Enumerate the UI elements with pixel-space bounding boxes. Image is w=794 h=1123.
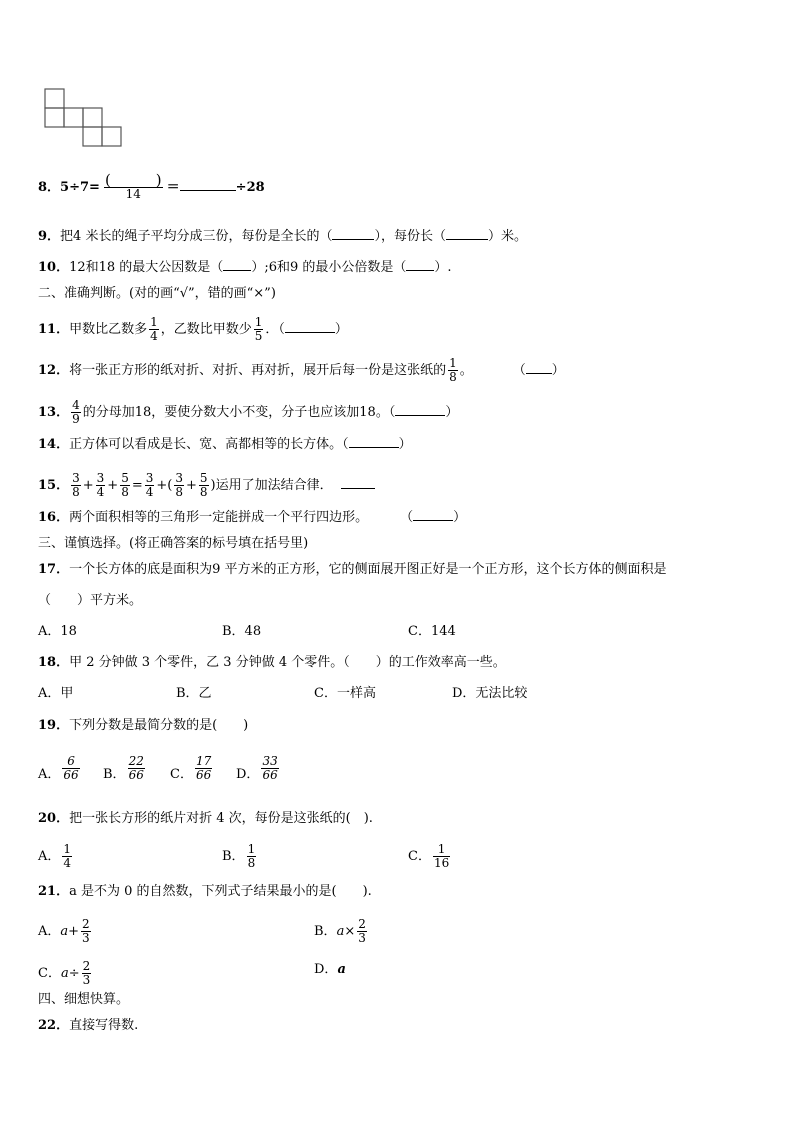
answer-blank[interactable] [285, 332, 335, 333]
fraction: $\frac{5}{8}$ [199, 471, 208, 499]
question-10: 10．12和18 的最大公因数是（ ）;6和9 的最小公倍数是（ ）. [38, 260, 452, 275]
question-15: 15． $\frac{3}{8}$ + $\frac{3}{4}$ + $\frac{5}{8}$ = $\frac{3}{4}$ +( $\frac{3}{8}$ + $\frac{5}{8}$ )运用了加法结合律． [38, 472, 375, 499]
question-number: 8． [38, 180, 61, 195]
option-a[interactable]: A．甲 [38, 686, 74, 701]
question-number: 12． [38, 363, 70, 378]
question-number: 16． [38, 510, 70, 525]
question-17-line-2: （ ）平方米。 [38, 593, 143, 608]
answer-blank[interactable] [413, 520, 453, 521]
question-number: 18． [38, 655, 70, 670]
section-3-title: 三、谨慎选择。(将正确答案的标号填在括号里) [38, 536, 309, 551]
answer-blank[interactable] [223, 270, 251, 271]
fraction: $\frac{6}{66}$ [63, 754, 79, 782]
option-b[interactable]: B． $\frac{1}{8}$ [222, 842, 256, 870]
option-b[interactable]: B．乙 [176, 686, 212, 701]
option-d[interactable]: D． $\frac{33}{66}$ [236, 754, 278, 782]
option-d[interactable]: D．无法比较 [452, 686, 528, 701]
question-20: 20．把一张长方形的纸片对折 4 次，每份是这张纸的( ). [38, 811, 373, 826]
answer-blank[interactable]: ( ) [104, 171, 162, 189]
question-number: 22． [38, 1018, 70, 1033]
option-b[interactable]: B．a× $\frac{2}{3}$ [314, 917, 366, 945]
question-16: 16．两个面积相等的三角形一定能拼成一个平行四边形。 （ ） [38, 510, 467, 525]
fraction: $\frac{1}{16}$ [433, 842, 450, 870]
question-number: 14． [38, 437, 70, 452]
fraction: $\frac{17}{66}$ [195, 754, 212, 782]
fraction: $\frac{2}{3}$ [82, 959, 91, 987]
question-11: 11．甲数比乙数多 $\frac{1}{4}$ ，乙数比甲数少 $\frac{1}{5}$ ．（ ） [38, 315, 348, 343]
fraction: $\frac{2}{3}$ [358, 917, 366, 945]
option-b[interactable]: B． $\frac{22}{66}$ [103, 754, 144, 782]
fraction: $\frac{4}{9}$ [72, 398, 80, 426]
question-number: 19． [38, 718, 70, 733]
fraction: $\frac{5}{8}$ [121, 471, 129, 499]
question-number: 13． [38, 405, 70, 420]
option-c[interactable]: C． $\frac{1}{16}$ [408, 842, 450, 870]
answer-blank[interactable] [180, 190, 236, 191]
fraction: $\frac{1}{5}$ [254, 315, 263, 343]
answer-blank[interactable] [332, 239, 374, 240]
question-13: 13． $\frac{4}{9}$ 的分母加18，要使分数大小不变，分子也应该加18。（ ） [38, 398, 459, 426]
option-a[interactable]: A．a+ $\frac{2}{3}$ [38, 917, 90, 945]
section-4-title: 四、细想快算。 [38, 992, 130, 1007]
fraction: $\frac{1}{4}$ [150, 315, 158, 343]
question-number: 17． [38, 562, 70, 577]
option-c[interactable]: C．144 [408, 624, 456, 639]
question-number: 11． [38, 322, 70, 337]
question-21: 21．a 是不为 0 的自然数，下列式子结果最小的是( ). [38, 884, 372, 899]
option-c[interactable]: C． $\frac{17}{66}$ [170, 754, 212, 782]
fraction: $\frac{2}{3}$ [82, 917, 90, 945]
fraction: $\frac{3}{8}$ [175, 471, 183, 499]
fraction: $\frac{1}{8}$ [247, 842, 256, 870]
option-b[interactable]: B．48 [222, 624, 262, 639]
question-number: 21． [38, 884, 70, 899]
fraction: $\frac{3}{4}$ [145, 471, 154, 499]
answer-blank[interactable] [341, 488, 375, 489]
question-number: 9． [38, 229, 61, 244]
answer-blank[interactable] [395, 415, 445, 416]
option-c[interactable]: C．a÷ $\frac{2}{3}$ [38, 959, 91, 987]
option-a[interactable]: A． $\frac{1}{4}$ [38, 842, 72, 870]
fraction: $\frac{22}{66}$ [128, 754, 144, 782]
answer-blank[interactable] [526, 373, 552, 374]
option-c[interactable]: C．一样高 [314, 686, 376, 701]
option-a[interactable]: A．18 [38, 624, 77, 639]
option-d[interactable]: D．a [314, 962, 346, 977]
question-19: 19．下列分数是最简分数的是( ) [38, 718, 249, 733]
answer-blank[interactable] [406, 270, 434, 271]
question-number: 15． [38, 478, 70, 493]
fraction: $\frac{33}{66}$ [262, 754, 278, 782]
fraction: $\frac{( )}{14}$ [104, 171, 162, 201]
question-18: 18．甲 2 分钟做 3 个零件，乙 3 分钟做 4 个零件。（ ）的工作效率高一些。 [38, 655, 506, 670]
option-a[interactable]: A． $\frac{6}{66}$ [38, 754, 79, 782]
question-8: 8．5÷7= $\frac{( )}{14}$ ＝ ÷28 [38, 171, 265, 201]
question-number: 10． [38, 260, 70, 275]
question-22: 22．直接写得数. [38, 1018, 139, 1033]
answer-blank[interactable] [446, 239, 488, 240]
section-2-title: 二、准确判断。(对的画“√”，错的画“×”) [38, 286, 276, 301]
question-9: 9．把4 米长的绳子平均分成三份，每份是全长的（ ），每份长（ ）米。 [38, 229, 527, 244]
question-17: 17．一个长方体的底是面积为9 平方米的正方形，它的侧面展开图正好是一个正方形，这个长方体的侧面积是 [38, 562, 667, 577]
cube-net-diagram [44, 88, 126, 148]
question-12: 12．将一张正方形的纸对折、对折、再对折，展开后每一份是这张纸的 $\frac{1}{8}$ 。 （ ） [38, 356, 565, 384]
question-number: 20． [38, 811, 70, 826]
fraction: $\frac{1}{8}$ [449, 356, 457, 384]
fraction: $\frac{3}{8}$ [72, 471, 80, 499]
answer-blank[interactable] [349, 447, 399, 448]
question-14: 14．正方体可以看成是长、宽、高都相等的长方体。（ ） [38, 437, 412, 452]
fraction: $\frac{1}{4}$ [63, 842, 72, 870]
fraction: $\frac{3}{4}$ [96, 471, 105, 499]
